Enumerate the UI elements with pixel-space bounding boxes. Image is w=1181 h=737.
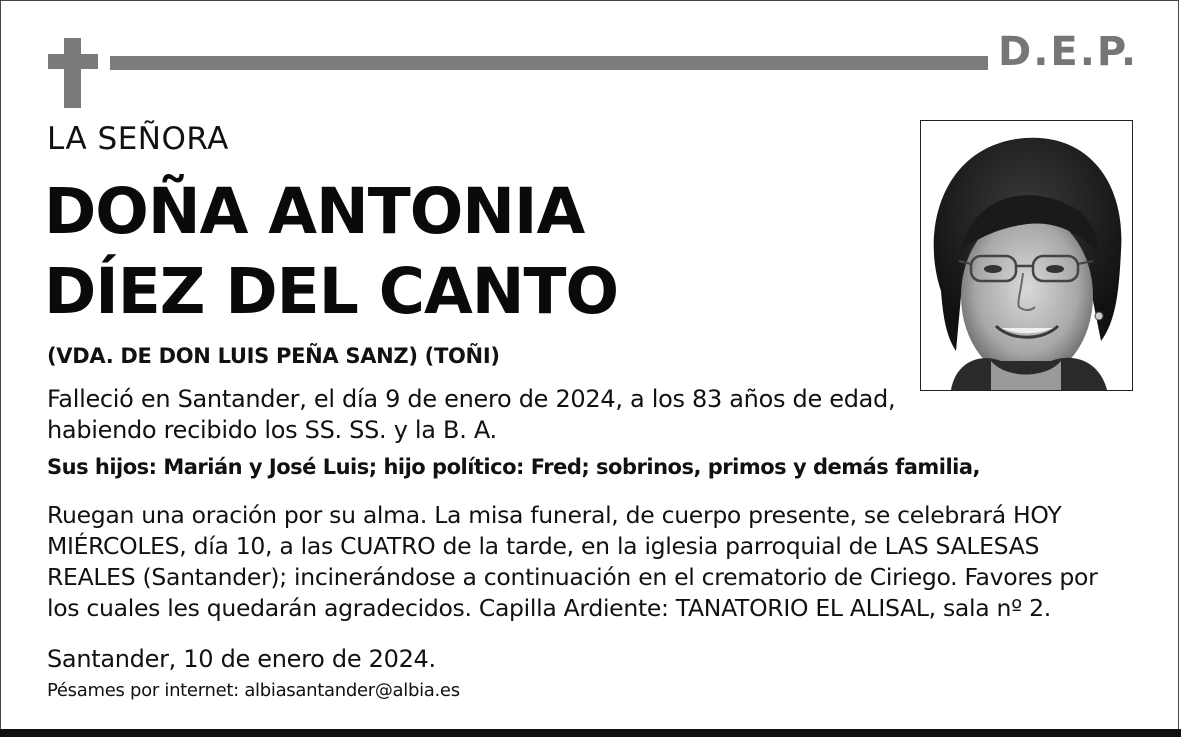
- dep-label: D.E.P.: [998, 29, 1139, 75]
- deceased-name-line-1: DOÑA ANTONIA: [44, 175, 585, 248]
- death-paragraph: [47, 384, 895, 446]
- widow-line: (VDA. DE DON LUIS PEÑA SANZ) (TOÑI): [47, 344, 500, 368]
- mass-line-1: Ruegan una oración por su alma. La misa funeral, de cuerpo presente, se celebrará HOY: [47, 501, 1062, 529]
- family-line: Sus hijos: Marián y José Luis; hijo político: Fred; sobrinos, primos y demás familia,: [47, 455, 981, 479]
- mass-line-3: REALES (Santander); incinerándose a continuación en el crematorio de Ciriego. Favores por: [47, 563, 1098, 591]
- portrait-photo: [920, 120, 1133, 391]
- cross-icon: [48, 38, 98, 108]
- condolences-line: Pésames por internet: albiasantander@albia.es: [47, 680, 460, 701]
- death-line-2: habiendo recibido los SS. SS. y la B. A.: [47, 416, 497, 444]
- death-line-1: Falleció en Santander, el día 9 de enero de 2024, a los 83 años de edad,: [47, 385, 896, 413]
- date-line: Santander, 10 de enero de 2024.: [47, 645, 436, 673]
- header-rule: [110, 56, 988, 70]
- title-prefix: LA SEÑORA: [47, 121, 229, 157]
- portrait-image: [921, 121, 1132, 390]
- mass-line-4: los cuales les quedarán agradecidos. Capilla Ardiente: TANATORIO EL ALISAL, sala nº 2.: [47, 594, 1051, 622]
- mass-line-2: MIÉRCOLES, día 10, a las CUATRO de la tarde, en la iglesia parroquial de LAS SALESAS: [47, 532, 1040, 560]
- bottom-rule: [0, 729, 1181, 737]
- mass-paragraph: [47, 500, 1098, 624]
- deceased-name-line-2: DÍEZ DEL CANTO: [44, 255, 619, 328]
